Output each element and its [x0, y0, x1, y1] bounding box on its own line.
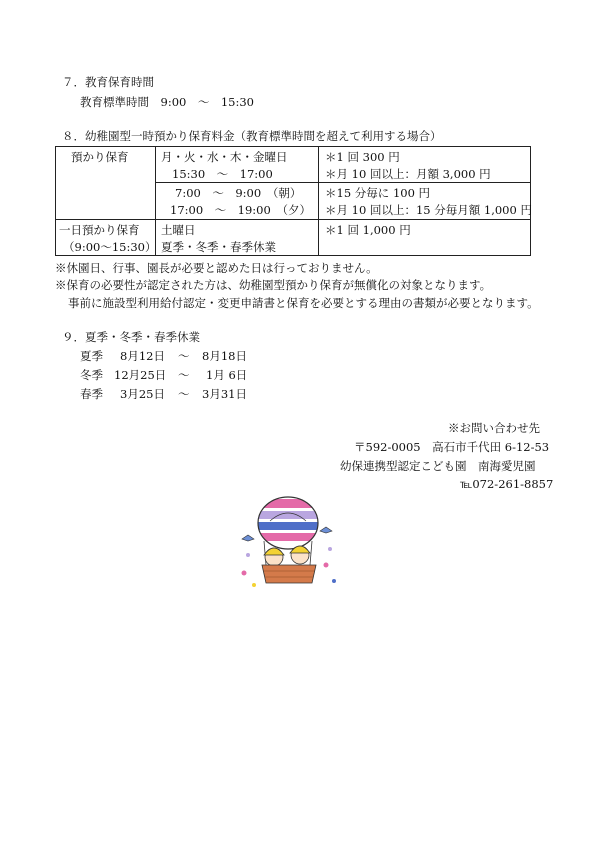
- holiday-start-summer: 8月12日: [120, 349, 165, 363]
- row3-days-saturday: 土曜日: [161, 223, 196, 237]
- row3-days-holidays: 夏季・冬季・春季休業: [161, 240, 276, 254]
- note-closed-days: ※休園日、行事、園長が必要と認めた日は行っておりません。: [55, 261, 378, 275]
- holiday-season-spring: 春季: [80, 387, 103, 401]
- holiday-start-winter: 12月25日: [114, 368, 167, 382]
- row1-fee-single: ＊1 回 300 円: [325, 150, 400, 164]
- holiday-tilde: ～: [178, 349, 190, 363]
- holiday-end-spring: 3月31日: [202, 387, 247, 401]
- row-label-temporary-care: 預かり保育: [71, 150, 129, 164]
- row2-time-evening: 17:00 ～ 19:00 （夕）: [170, 203, 312, 217]
- contact-address: 〒592-0005 高石市千代田 6-12-53: [354, 440, 550, 454]
- section7-heading: ７．教育保育時間: [62, 75, 154, 89]
- row2-time-morning: 7:00 ～ 9:00 （朝）: [175, 186, 302, 200]
- contact-title: ※お問い合わせ先: [448, 421, 540, 435]
- row3-fee: ＊1 回 1,000 円: [325, 223, 411, 237]
- row-label-full-day-hours: （9:00～15:30）: [63, 240, 157, 254]
- holiday-tilde: ～: [178, 368, 190, 382]
- section7-standard-hours: 教育標準時間 9:00 ～ 15:30: [80, 95, 254, 109]
- holiday-season-summer: 夏季: [80, 349, 103, 363]
- section8-heading: ８．幼稚園型一時預かり保育料金（教育標準時間を超えて利用する場合）: [62, 129, 442, 143]
- holiday-end-winter: 1月 6日: [206, 368, 248, 382]
- row-label-full-day-care: 一日預かり保育: [59, 223, 140, 237]
- row2-fee-monthly: ＊月 10 回以上：15 分毎月額 1,000 円: [325, 203, 532, 217]
- row2-fee-per-15min: ＊15 分毎に 100 円: [325, 186, 431, 200]
- holiday-season-winter: 冬季: [80, 368, 103, 382]
- holiday-start-spring: 3月25日: [120, 387, 165, 401]
- note-free-of-charge: ※保育の必要性が認定された方は、幼稚園型預かり保育が無償化の対象となります。: [55, 278, 492, 292]
- row1-time: 15:30 ～ 17:00: [172, 167, 273, 181]
- holiday-end-summer: 8月18日: [202, 349, 247, 363]
- balloon-children-illustration: [230, 495, 350, 595]
- row1-fee-monthly: ＊月 10 回以上：月額 3,000 円: [325, 167, 491, 181]
- note-required-documents: 事前に施設型利用給付認定・変更申請書と保育を必要とする理由の書類が必要となります。: [68, 296, 539, 310]
- row1-days: 月・火・水・木・金曜日: [161, 150, 288, 164]
- holiday-tilde: ～: [178, 387, 190, 401]
- section9-heading: ９．夏季・冬季・春季休業: [62, 330, 200, 344]
- fee-table: [55, 146, 531, 256]
- contact-organization: 幼保連携型認定こども園 南海愛児園: [340, 459, 536, 473]
- contact-phone: ℡072-261-8857: [460, 477, 554, 491]
